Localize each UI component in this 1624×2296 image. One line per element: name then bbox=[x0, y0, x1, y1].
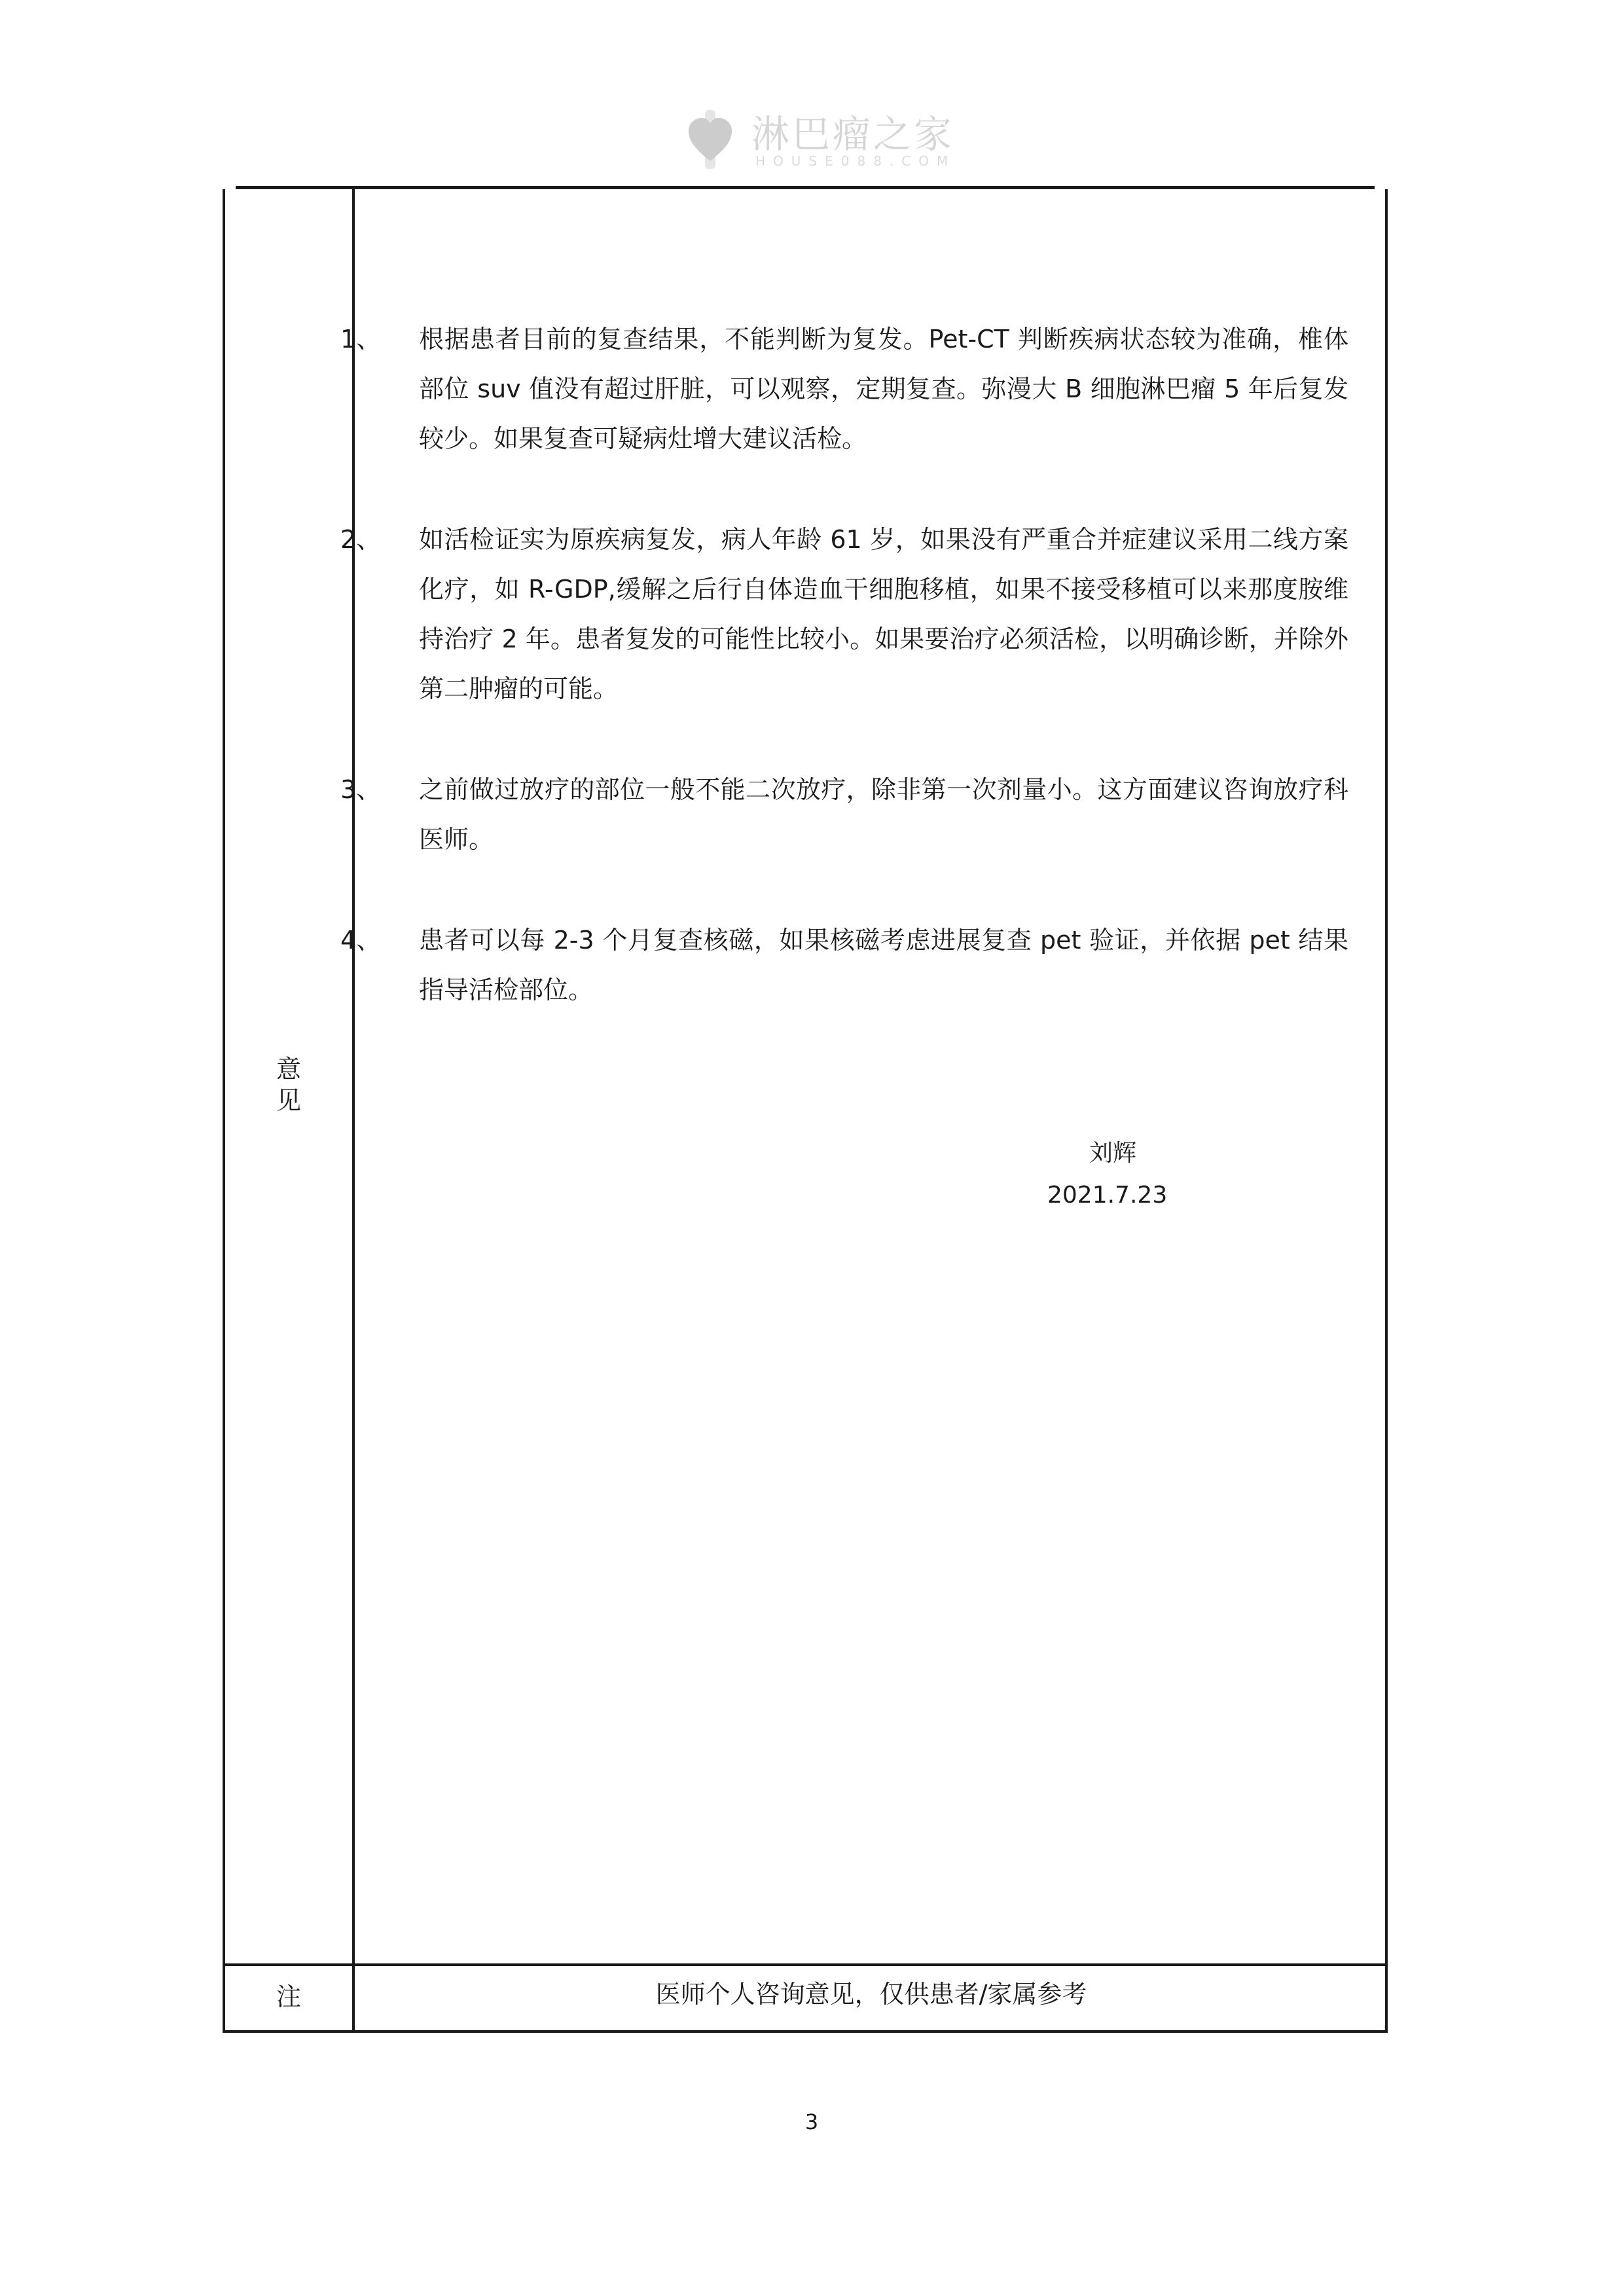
note-text: 医师个人咨询意见，仅供患者/家属参考 bbox=[655, 1980, 1087, 2009]
opinion-number: 1、 bbox=[340, 325, 382, 354]
opinion-text: 患者可以每 2-3 个月复查核磁，如果核磁考虑进展复查 pet 验证，并依据 pet 结果指导活检部位。 bbox=[419, 926, 1348, 1004]
opinion-text: 根据患者目前的复查结果，不能判断为复发。Pet-CT 判断疾病状态较为准确，椎体部位 suv 值没有超过肝脏，可以观察，定期复查。弥漫大 B 细胞淋巴瘤 5 年后复发较少。如果复查可疑病灶增大建议活检。 bbox=[419, 325, 1348, 453]
page-number: 3 bbox=[804, 2109, 819, 2134]
opinion-item bbox=[340, 915, 1348, 1015]
opinion-text: 之前做过放疗的部位一般不能二次放疗，除非第一次剂量小。这方面建议咨询放疗科医师。 bbox=[419, 775, 1348, 854]
heart-logo-icon bbox=[687, 110, 733, 169]
watermark-title: 淋巴瘤之家 bbox=[751, 112, 955, 156]
signer-name: 刘辉 bbox=[1089, 1140, 1137, 1167]
column-divider bbox=[352, 189, 355, 2030]
row-divider bbox=[225, 1963, 1385, 1966]
note-label: 注 bbox=[276, 1982, 301, 2011]
opinion-number: 3、 bbox=[340, 775, 382, 804]
opinion-item bbox=[340, 765, 1348, 864]
signature-block bbox=[1047, 1133, 1244, 1216]
signature-date: 2021.7.23 bbox=[1047, 1182, 1168, 1209]
opinion-item bbox=[340, 515, 1348, 714]
opinion-item bbox=[340, 314, 1348, 464]
opinion-label-text: 意见 bbox=[276, 1055, 301, 1115]
watermark-subtitle: HOUSE088.COM bbox=[755, 153, 956, 169]
opinion-number: 4、 bbox=[340, 926, 382, 955]
watermark-logo bbox=[687, 103, 962, 175]
opinion-number: 2、 bbox=[340, 525, 382, 554]
opinion-label bbox=[225, 1053, 352, 1116]
opinion-text: 如活检证实为原疾病复发，病人年龄 61 岁，如果没有严重合并症建议采用二线方案化疗，如 R-GDP,缓解之后行自体造血干细胞移植，如果不接受移植可以来那度胺维持治疗 2 年。患者复发的可能性比较小。如果要治疗必须活检，以明确诊断，并除外第二肿瘤的可能。 bbox=[419, 525, 1348, 703]
opinion-list bbox=[340, 314, 1348, 1066]
